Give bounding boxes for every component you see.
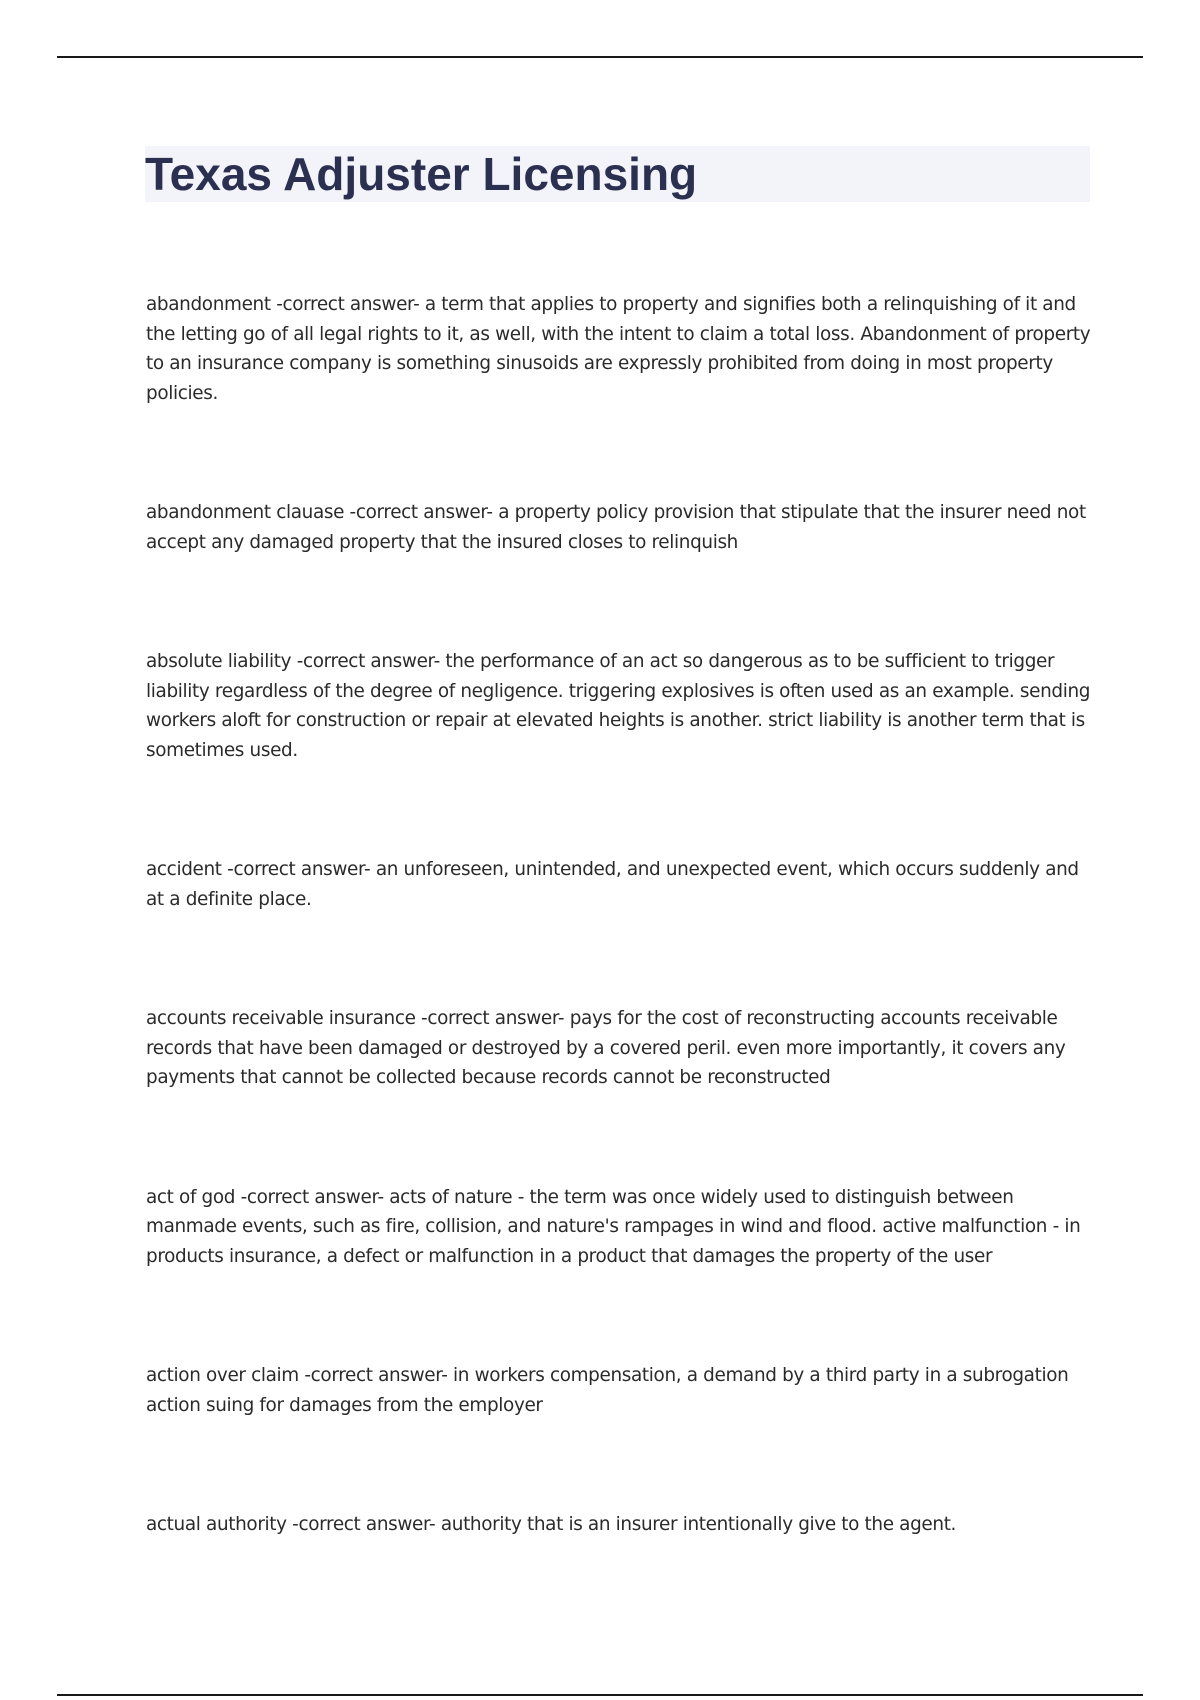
page-title: Texas Adjuster Licensing (145, 148, 698, 200)
entry-definition: authority that is an insurer intentionally give to the agent. (440, 1514, 957, 1535)
entry-term: action over claim (146, 1365, 299, 1386)
bottom-rule (57, 1694, 1143, 1696)
top-rule (57, 56, 1143, 58)
entry-separator: -correct answer- (286, 1514, 441, 1535)
glossary-entry-act-of-god (146, 1183, 1096, 1272)
entry-separator: -correct answer- (221, 859, 376, 880)
entry-definition: the performance of an act so dangerous as to be sufficient to trigger liability regardless of the degree of negligence. triggering explosives is often used as an example. sending workers aloft for construction or repair at elevated heights is another. strict liability is another term that is sometimes used. (146, 651, 1091, 761)
entry-term: act of god (146, 1186, 236, 1208)
glossary-entry-abandonment-clause (146, 498, 1096, 557)
entry-definition: a term that applies to property and signifies both a relinquishing of it and the letting go of all legal rights to it, as well, with the intent to claim a total loss. Abandonment of property to an insurance company is something sinusoids are expressly prohibited from doing in most property policies. (146, 294, 1091, 404)
entry-term: accounts receivable insurance (146, 1008, 416, 1029)
entry-separator: -correct answer- (415, 1008, 570, 1029)
entry-term: absolute liability (146, 651, 292, 672)
entry-term: actual authority (146, 1514, 287, 1535)
glossary-entry-accounts-receivable-insurance (146, 1004, 1096, 1093)
glossary-list (146, 290, 1096, 1630)
entry-definition: in workers compensation, a demand by a third party in a subrogation action suing for damages from the employer (146, 1365, 1069, 1416)
entry-term: accident (146, 859, 222, 880)
entry-definition: pays for the cost of reconstructing accounts receivable records that have been damaged or destroyed by a covered peril. even more importantly, it covers any payments that cannot be collected because records cannot be reconstructed (146, 1008, 1066, 1088)
glossary-entry-abandonment (146, 290, 1096, 408)
glossary-entry-action-over-claim (146, 1361, 1096, 1420)
entry-term: abandonment clauase (146, 502, 345, 523)
entry-definition: acts of nature - the term was once widely used to distinguish between manmade events, such as fire, collision, and nature's rampages in wind and flood. active malfunction - in products insurance, a defect or malfunction in a product that damages the property of the user (146, 1186, 1081, 1267)
entry-separator: -correct answer- (291, 651, 446, 672)
entry-separator: -correct answer- (270, 294, 425, 315)
glossary-entry-accident (146, 855, 1096, 914)
entry-definition: an unforeseen, unintended, and unexpected event, which occurs suddenly and at a definite place. (146, 859, 1079, 910)
entry-term: abandonment (146, 294, 271, 315)
entry-separator: -correct answer- (344, 502, 499, 523)
glossary-entry-actual-authority (146, 1510, 1096, 1540)
entry-definition: a property policy provision that stipulate that the insurer need not accept any damaged property that the insured closes to relinquish (146, 502, 1086, 553)
glossary-entry-absolute-liability (146, 647, 1096, 765)
entry-separator: -correct answer- (298, 1365, 454, 1386)
entry-separator: -correct answer- (235, 1186, 390, 1208)
